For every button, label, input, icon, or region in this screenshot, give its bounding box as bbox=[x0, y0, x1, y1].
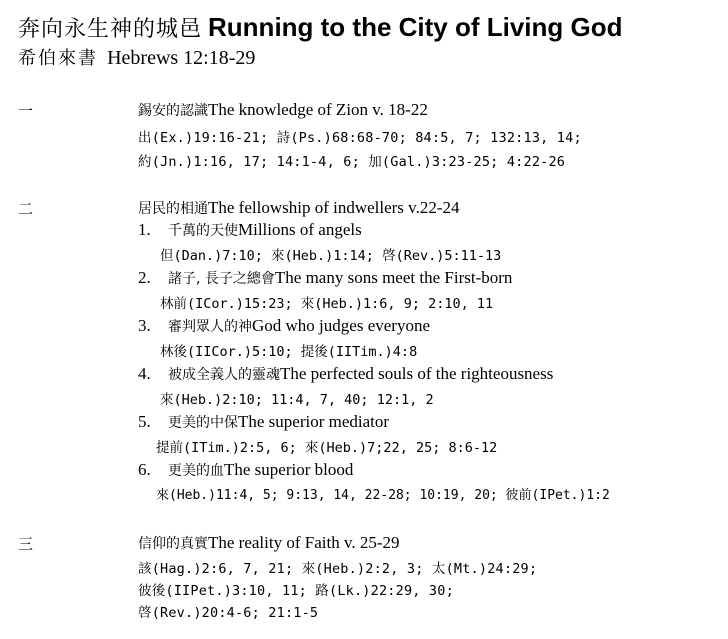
section-number: 一 bbox=[18, 102, 34, 120]
section-heading-english: The knowledge of Zion v. 18-22 bbox=[208, 100, 428, 119]
item-number: 4. bbox=[138, 364, 151, 383]
item-reference: 但(Dan.)7:10; 來(Heb.)1:14; 啓(Rev.)5:11-13 bbox=[160, 248, 502, 264]
item-title-chinese: 諸子, 長子之總會 bbox=[168, 271, 275, 287]
subtitle-english: Hebrews 12:18-29 bbox=[107, 47, 256, 69]
section-heading-chinese: 信仰的真實 bbox=[138, 536, 208, 552]
section-heading-english: The fellowship of indwellers v.22-24 bbox=[208, 198, 460, 217]
item-title-chinese: 被成全義人的靈魂 bbox=[168, 367, 280, 383]
item-number: 1. bbox=[138, 220, 151, 239]
item-reference: 林後(IICor.)5:10; 提後(IITim.)4:8 bbox=[160, 344, 418, 360]
scripture-reference-line: 約(Jn.)1:16, 17; 14:1-4, 6; 加(Gal.)3:23-25; 4:22-26 bbox=[138, 154, 566, 170]
item-title-chinese: 審判眾人的神 bbox=[168, 319, 252, 335]
title-english: Running to the City of Living God bbox=[208, 12, 623, 42]
list-item-5 bbox=[138, 412, 389, 432]
list-item-3 bbox=[138, 316, 430, 336]
section-heading-chinese: 居民的相通 bbox=[138, 201, 208, 217]
section-number: 三 bbox=[18, 535, 34, 553]
item-number: 5. bbox=[138, 412, 151, 431]
page-title bbox=[18, 12, 623, 43]
scripture-reference-line: 該(Hag.)2:6, 7, 21; 來(Heb.)2:2, 3; 太(Mt.)24:29; bbox=[138, 561, 538, 577]
item-reference: 提前(ITim.)2:5, 6; 來(Heb.)7;22, 25; 8:6-12 bbox=[156, 440, 498, 456]
scripture-reference-line: 彼後(IIPet.)3:10, 11; 路(Lk.)22:29, 30; bbox=[138, 583, 454, 599]
item-title-english: The superior mediator bbox=[238, 412, 390, 431]
item-number: 3. bbox=[138, 316, 151, 335]
item-title-english: The many sons meet the First-born bbox=[274, 268, 513, 287]
item-number: 2. bbox=[138, 268, 151, 287]
title-chinese: 奔向永生神的城邑 bbox=[18, 17, 203, 42]
item-number: 6. bbox=[138, 460, 151, 479]
scripture-reference-line: 出(Ex.)19:16-21; 詩(Ps.)68:68-70; 84:5, 7; 132:13, 14; bbox=[138, 130, 582, 146]
list-item-4 bbox=[138, 364, 553, 384]
item-title-chinese: 更美的中保 bbox=[168, 415, 238, 431]
list-item-1 bbox=[138, 220, 362, 240]
section-heading bbox=[138, 533, 400, 553]
item-title-english: The perfected souls of the righteousness bbox=[280, 364, 554, 383]
item-title-chinese: 千萬的天使 bbox=[168, 223, 238, 239]
item-reference: 來(Heb.)2:10; 11:4, 7, 40; 12:1, 2 bbox=[160, 392, 434, 408]
section-heading bbox=[138, 100, 428, 120]
item-reference: 林前(ICor.)15:23; 來(Heb.)1:6, 9; 2:10, 11 bbox=[160, 296, 494, 312]
item-title-english: God who judges everyone bbox=[252, 316, 430, 335]
item-reference: 來(Heb.)11:4, 5; 9:13, 14, 22-28; 10:19, 20; 彼前(IPet.)1:2 bbox=[156, 488, 610, 503]
section-heading bbox=[138, 198, 459, 218]
item-title-chinese: 更美的血 bbox=[168, 463, 224, 479]
subtitle-chinese: 希伯來書 bbox=[18, 48, 98, 69]
item-title-english: The superior blood bbox=[224, 460, 354, 479]
section-heading-english: The reality of Faith v. 25-29 bbox=[208, 533, 400, 552]
scripture-reference-line: 啓(Rev.)20:4-6; 21:1-5 bbox=[138, 605, 319, 621]
list-item-6 bbox=[138, 460, 353, 480]
item-title-english: Millions of angels bbox=[238, 220, 362, 239]
page-subtitle bbox=[18, 44, 255, 70]
list-item-2 bbox=[138, 268, 512, 288]
section-number: 二 bbox=[18, 200, 34, 218]
section-heading-chinese: 錫安的認識 bbox=[138, 103, 208, 119]
